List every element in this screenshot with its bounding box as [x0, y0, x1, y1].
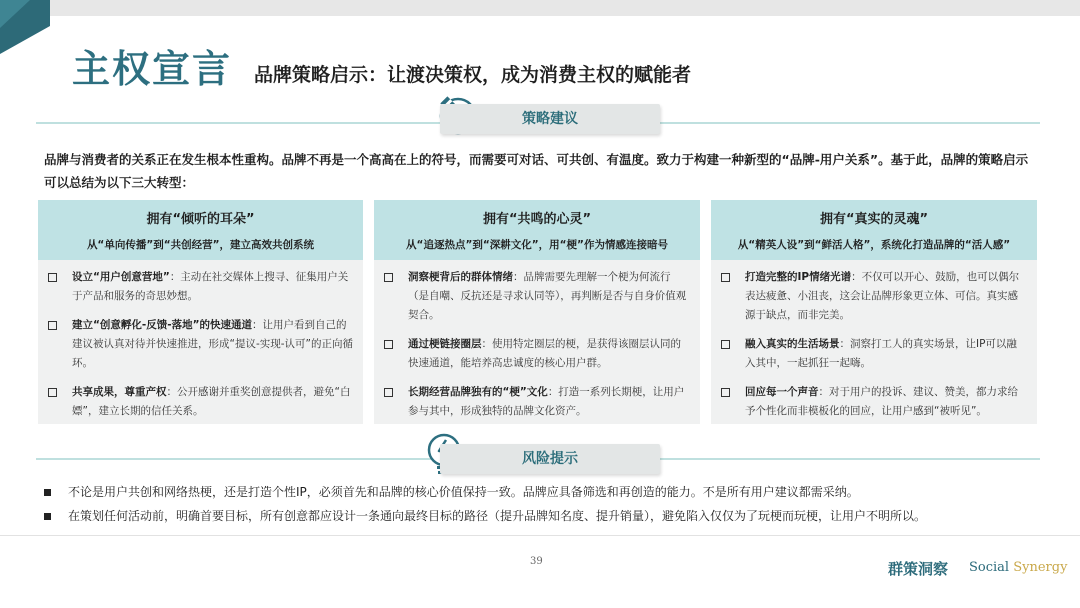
card-header	[38, 200, 363, 260]
item-heading: 共享成果，尊重产权	[72, 386, 167, 398]
list-item	[48, 316, 353, 373]
card-list	[374, 260, 700, 421]
card-title: 拥有“真实的灵魂”	[819, 212, 929, 227]
item-heading: 建立“创意孵化-反馈-落地”的快速通道	[72, 319, 253, 331]
list-item	[384, 383, 690, 421]
checkbox-icon	[384, 388, 393, 397]
card-title: 拥有“共鸣的心灵”	[482, 212, 592, 227]
item-text: ：让用户看到自己的建议被认真对待并快速推进，形成“提议-实现-认可”的正向循环。	[72, 319, 353, 369]
item-heading: 打造完整的IP情绪光谱	[745, 271, 852, 283]
strategy-intro: 品牌与消费者的关系正在发生根本性重构。品牌不再是一个高高在上的符号，而需要可对话、可共创、有温度。致力于构建一种新型的“品牌-用户关系”。基于此，品牌的策略启示可以总结为以下三大转型：	[44, 152, 1029, 190]
card-list	[711, 260, 1037, 421]
item-heading: 融入真实的生活场景	[745, 338, 840, 350]
list-item	[721, 383, 1027, 421]
item-text: ：不仅可以开心、鼓励，也可以偶尔表达疲惫、小沮丧，这会让品牌形象更立体、可信。真实感源于缺点，而非完美。	[745, 271, 1020, 321]
page-number: 39	[530, 556, 543, 567]
item-text: ：洞察打工人的真实场景，让IP可以融入其中，一起抓狂一起嗨。	[745, 338, 1017, 369]
item-text: ：公开感谢并重奖创意提供者，避免“白嫖”，建立长期的信任关系。	[72, 386, 351, 417]
card-subtitle: 从“精英人设”到“鲜活人格”，系统化打造品牌的“活人感”	[737, 239, 1011, 251]
card-subtitle: 从“追逐热点”到“深耕文化”，用“梗”作为情感连接暗号	[406, 239, 668, 251]
item-heading: 设立“用户创意营地”	[72, 271, 170, 283]
checkbox-icon	[721, 340, 730, 349]
list-item	[48, 383, 353, 421]
item-heading: 通过梗链接圈层	[408, 338, 482, 350]
item-text: ：打造一系列长期梗，让用户参与其中，形成独特的品牌文化资产。	[408, 386, 685, 417]
checkbox-icon	[48, 273, 57, 282]
checkbox-icon	[721, 273, 730, 282]
checkbox-icon	[721, 388, 730, 397]
risk-text: 在策划任何活动前，明确首要目标，所有创意都应设计一条通向最终目标的路径（提升品牌知名度、提升销量），避免陷入仅仅为了玩梗而玩梗，让用户不明所以。	[68, 509, 927, 523]
footer-divider	[0, 535, 1080, 536]
risk-tab: 风险提示	[440, 444, 660, 474]
card-real-soul	[711, 200, 1037, 424]
brand-name-en	[969, 560, 1067, 575]
risk-list	[44, 480, 1034, 528]
checkbox-icon	[384, 340, 393, 349]
card-list	[38, 260, 363, 421]
risk-text: 不论是用户共创和网络热梗，还是打造个性IP，必须首先和品牌的核心价值保持一致。品牌应具备筛选和再创造的能力。不是所有用户建议都需采纳。	[68, 485, 859, 499]
card-header	[374, 200, 700, 260]
page-subtitle: 品牌策略启示：让渡决策权，成为消费主权的赋能者	[254, 64, 692, 86]
card-header	[711, 200, 1037, 260]
list-item	[721, 335, 1027, 373]
checkbox-icon	[384, 273, 393, 282]
bullet-icon	[44, 489, 51, 496]
brand-name-cn: 群策洞察	[888, 560, 949, 578]
list-item	[384, 335, 690, 373]
brand-word-synergy: Synergy	[1013, 560, 1068, 575]
list-item	[44, 480, 1034, 504]
list-item	[384, 268, 690, 325]
item-text: ：对于用户的投诉、建议、赞美，都力求给予个性化而非模板化的回应，让用户感到“被听见”。	[745, 386, 1018, 417]
checkbox-icon	[48, 321, 57, 330]
strategy-tab: 策略建议	[440, 104, 660, 134]
card-resonant-heart	[374, 200, 700, 424]
bullet-icon	[44, 513, 51, 520]
top-bar	[0, 0, 1080, 16]
checkbox-icon	[48, 388, 57, 397]
corner-decoration	[0, 0, 50, 54]
card-listening-ear	[38, 200, 363, 424]
card-title: 拥有“倾听的耳朵”	[146, 212, 255, 227]
item-text: ：使用特定圈层的梗，是获得该圈层认同的快速通道，能培养高忠诚度的核心用户群。	[408, 338, 681, 369]
item-heading: 回应每一个声音	[745, 386, 819, 398]
card-subtitle: 从“单向传播”到“共创经营”，建立高效共创系统	[86, 239, 315, 251]
list-item	[721, 268, 1027, 325]
item-text: ：主动在社交媒体上搜寻、征集用户关于产品和服务的奇思妙想。	[72, 271, 349, 302]
item-text: ：品牌需要先理解一个梗为何流行（是自嘲、反抗还是寻求认同等），再判断是否与自身价值观契合。	[408, 271, 687, 321]
brand-word-social: Social	[969, 560, 1010, 575]
page-title: 主权宣言	[72, 47, 233, 91]
item-heading: 洞察梗背后的群体情绪	[408, 271, 513, 283]
list-item	[48, 268, 353, 306]
list-item	[44, 504, 1034, 528]
item-heading: 长期经营品牌独有的“梗”文化	[408, 386, 548, 398]
